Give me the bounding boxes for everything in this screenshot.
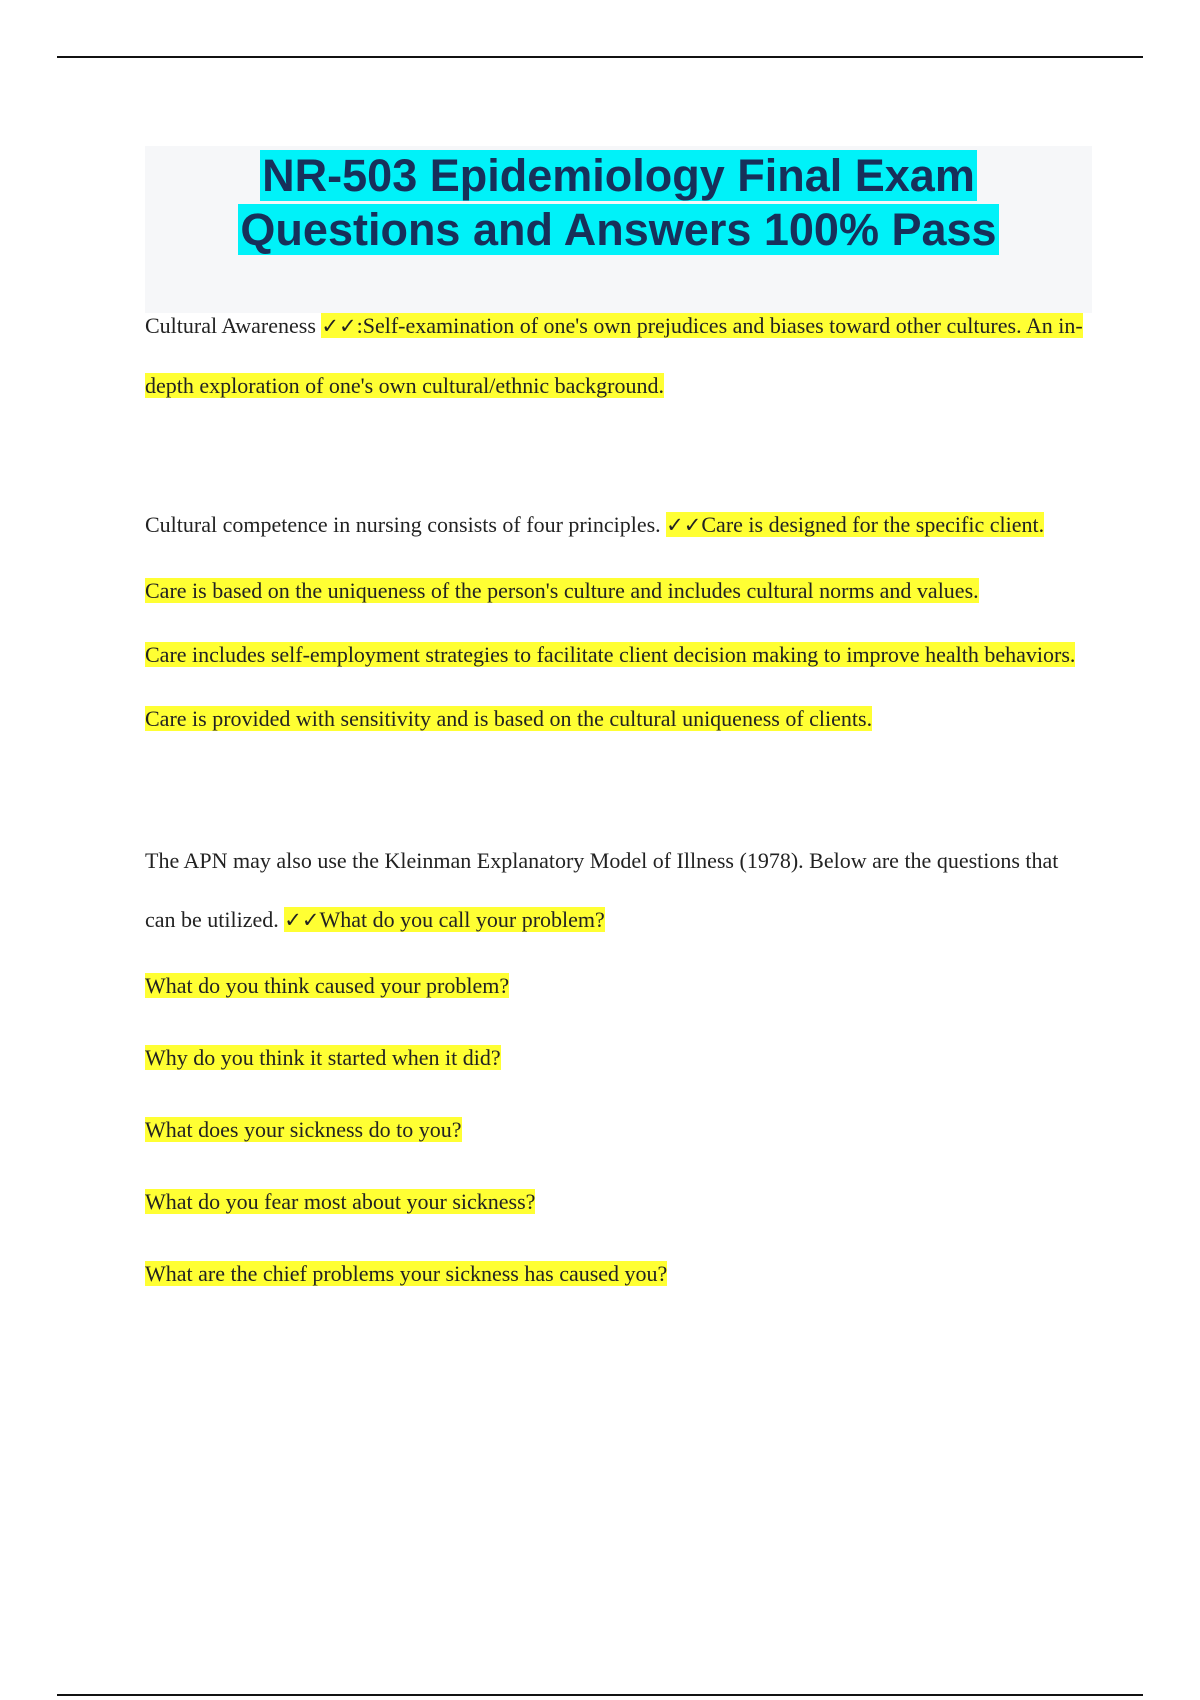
document-body: [145, 308, 1085, 1296]
qa-item-cultural-competence: [145, 495, 1085, 741]
title-line-1: NR-503 Epidemiology Final Exam: [262, 150, 975, 201]
question-text: The APN may also use the Kleinman Explanatory Model of Illness (1978). Below are the questions that can be utilized.: [145, 848, 1059, 932]
answer-line: What do you think caused your problem?: [145, 973, 510, 998]
answer-line: Care includes self-employment strategies to facilitate client decision making to improve health behaviors.: [145, 642, 1076, 667]
answer-text: :Self-examination of one's own prejudices and biases toward other cultures. An in-depth exploration of one's own cultural/ethnic background.: [145, 313, 1083, 398]
double-check-icon: ✓✓: [321, 314, 357, 338]
answer-text: What do you call your problem?: [319, 907, 605, 932]
answer-line: What are the chief problems your sickness has caused you?: [145, 1261, 668, 1286]
answer-highlight: [666, 512, 1044, 537]
bottom-rule: [57, 1694, 1143, 1696]
qa-item-cultural-awareness: [145, 296, 1085, 415]
answer-line: What does your sickness do to you?: [145, 1117, 462, 1142]
question-text: Cultural competence in nursing consists of four principles.: [145, 512, 667, 537]
double-check-icon: ✓✓: [284, 908, 320, 932]
title-line-2: Questions and Answers 100% Pass: [240, 204, 997, 255]
answer-highlight: [284, 907, 605, 932]
top-rule: [57, 56, 1143, 58]
document-title: [145, 146, 1092, 257]
answer-text: Care is designed for the specific client.: [701, 512, 1045, 537]
answer-line: Why do you think it started when it did?: [145, 1045, 501, 1070]
answer-line: Care is based on the uniqueness of the person's culture and includes cultural norms and values.: [145, 578, 979, 603]
answer-line: What do you fear most about your sickness?: [145, 1189, 536, 1214]
question-text: Cultural Awareness: [145, 313, 322, 338]
qa-item-kleinman-model: [145, 831, 1085, 1296]
double-check-icon: ✓✓: [666, 513, 702, 537]
title-banner: [145, 146, 1092, 313]
answer-line: Care is provided with sensitivity and is based on the cultural uniqueness of clients.: [145, 706, 873, 731]
